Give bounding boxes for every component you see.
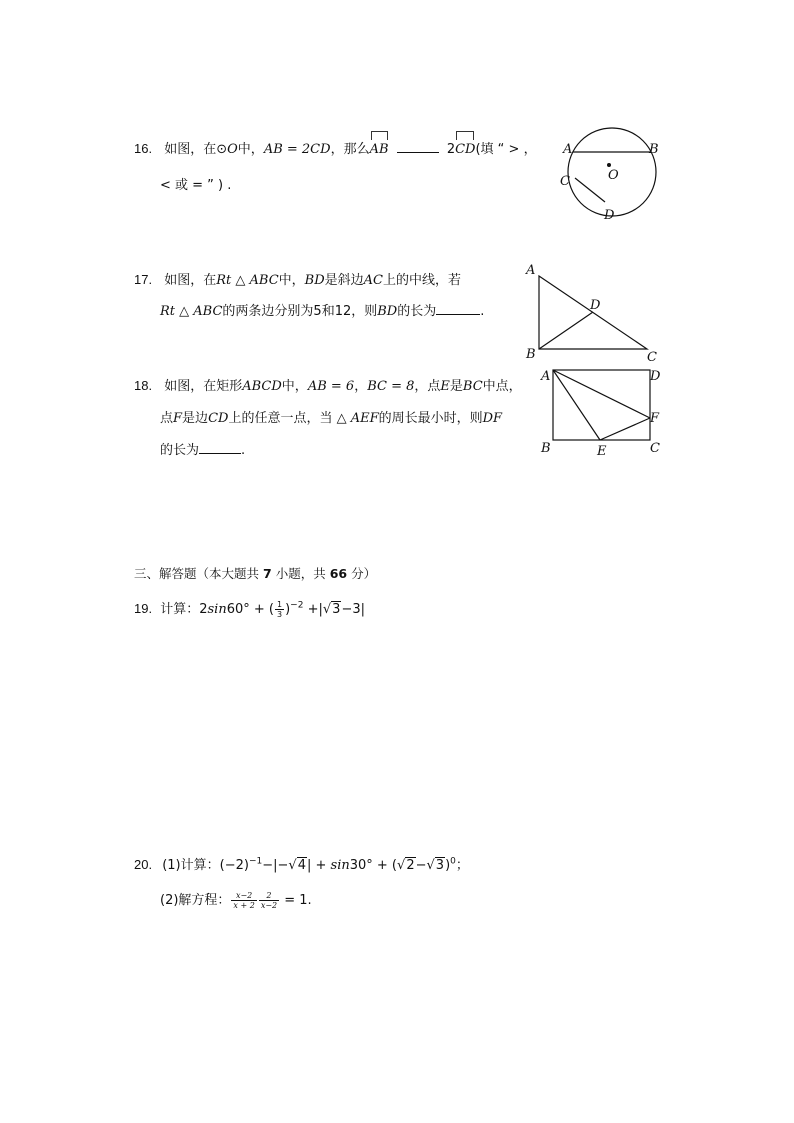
math-var: BD — [304, 273, 325, 288]
answer-blank[interactable] — [397, 140, 439, 153]
section-heading — [134, 564, 376, 582]
question-text: ，那么 — [330, 142, 370, 157]
arc-symbol — [456, 131, 474, 140]
denominator: 3 — [277, 610, 283, 619]
question-label: 计算： — [160, 602, 200, 617]
exponent: −2 — [290, 600, 304, 611]
math-expression: ) — [285, 602, 291, 617]
question-number: 19. — [134, 601, 153, 616]
question-number: 18. — [134, 378, 153, 393]
label-b: B — [526, 347, 536, 362]
math-expression: = 1. — [280, 893, 312, 908]
arc-symbol — [371, 131, 388, 140]
math-expression: | + — [306, 858, 331, 873]
label-o: O — [608, 168, 619, 183]
chord-cd — [575, 178, 605, 202]
math-expression: −3| — [341, 602, 365, 617]
question-text: (填 “ > ， — [475, 142, 537, 157]
question-text: 是斜边 — [324, 273, 364, 288]
question-18-line2 — [160, 407, 502, 426]
question-text: . — [480, 304, 485, 319]
question-20-part2 — [160, 889, 312, 910]
math-var: ABC — [249, 273, 279, 288]
label-c: C — [647, 350, 657, 364]
question-text — [164, 379, 521, 394]
question-17-line2 — [160, 300, 484, 319]
part-label: (2)解方程： — [160, 893, 231, 908]
question-number: 16. — [134, 141, 153, 156]
question-18 — [134, 375, 522, 394]
label-b: B — [541, 441, 551, 456]
arc-label: CD — [455, 142, 476, 157]
math-var: DF — [482, 411, 503, 426]
question-number: 17. — [134, 272, 153, 287]
section-title: 三、解答题（本大题共 — [134, 566, 260, 581]
math-var: Rt — [160, 304, 176, 319]
math-var: AEF — [350, 411, 379, 426]
section-title: 小题，共 — [275, 566, 326, 581]
math-number: 2 — [199, 602, 208, 617]
fraction — [259, 891, 279, 910]
exponent: 0 — [450, 856, 456, 867]
question-text: 中， — [281, 379, 308, 394]
question-text: 上的中线，若 — [383, 273, 462, 288]
math-operator: − — [415, 858, 427, 873]
rectangle-abcd — [553, 370, 650, 440]
total-score: 66 — [329, 566, 348, 581]
math-expression: ) — [445, 858, 451, 873]
center-point — [607, 163, 611, 167]
question-text: . — [241, 443, 246, 458]
question-text: ， — [354, 379, 368, 394]
question-16-line2: < 或 = ” ) . — [160, 178, 232, 193]
label-d: D — [590, 298, 601, 313]
question-text: 上的任意一点，当 △ — [228, 411, 351, 426]
math-var: AC — [363, 273, 384, 288]
circle-figure — [555, 124, 675, 224]
question-16 — [134, 138, 537, 157]
fraction — [275, 600, 284, 619]
label-a: A — [541, 369, 551, 384]
sqrt-symbol: √ — [288, 858, 297, 873]
question-19 — [134, 598, 365, 619]
question-text: 中， — [278, 273, 305, 288]
math-expression: 60° + ( — [226, 602, 274, 617]
numerator: 1 — [277, 600, 283, 609]
math-var: BD — [377, 304, 398, 319]
numerator: 2 — [259, 891, 279, 901]
question-text: △ — [175, 304, 194, 319]
denominator: x + 2 — [233, 901, 255, 910]
math-var: O — [227, 142, 238, 157]
question-text: 是边 — [182, 411, 209, 426]
math-expression: 30° + ( — [349, 858, 398, 873]
math-var: E — [440, 379, 450, 394]
question-text: 是 — [449, 379, 463, 394]
numerator: x−2 — [231, 891, 256, 901]
math-var: CD — [208, 411, 229, 426]
exponent: −1 — [248, 856, 263, 867]
question-count: 7 — [263, 566, 272, 581]
question-text: 中点， — [482, 379, 522, 394]
segment-af — [553, 370, 650, 418]
question-text: 中， — [237, 142, 264, 157]
question-text: 如图，在⊙ — [164, 142, 228, 157]
math-number: 2 — [446, 142, 456, 157]
question-text: 点 — [160, 411, 174, 426]
question-text: 的长为 — [160, 443, 200, 458]
math-var: AB = 6 — [307, 379, 355, 394]
label-e: E — [597, 444, 607, 458]
answer-blank[interactable] — [436, 302, 480, 315]
question-text: 如图，在矩形 — [164, 379, 243, 394]
radicand: 3 — [435, 858, 445, 873]
math-expression: −|− — [262, 858, 289, 873]
sqrt-symbol: √ — [397, 858, 406, 873]
denominator: x−2 — [260, 901, 278, 910]
math-expression: (−2) — [219, 858, 249, 873]
section-title: 分） — [351, 566, 377, 581]
question-text: 如图，在 — [164, 273, 217, 288]
question-number: 20. — [134, 857, 153, 872]
rectangle-figure — [535, 362, 665, 458]
part-label: (1)计算： — [162, 858, 220, 873]
math-function: sin — [330, 858, 350, 873]
sqrt-symbol: √ — [322, 602, 332, 617]
math-var: Rt — [216, 273, 232, 288]
question-20 — [134, 854, 469, 873]
question-text: 的两条边分别为5和12，则 — [222, 304, 378, 319]
radicand: 4 — [297, 858, 306, 873]
question-text: △ — [231, 273, 250, 288]
question-text: 的周长最小时，则 — [378, 411, 483, 426]
math-var: BC — [462, 379, 483, 394]
question-18-line3 — [160, 439, 245, 458]
segment-ae — [553, 370, 600, 440]
fraction — [231, 891, 256, 910]
label-b: B — [649, 142, 659, 157]
radicand: 2 — [406, 858, 415, 873]
median-bd — [539, 312, 593, 349]
math-var: ABCD — [242, 379, 282, 394]
label-a: A — [563, 142, 573, 157]
arc-ab — [370, 142, 389, 157]
arc-cd — [455, 142, 475, 157]
answer-blank[interactable] — [199, 441, 241, 454]
arc-label: AB — [369, 142, 389, 157]
math-var: F — [173, 411, 183, 426]
label-d: D — [604, 208, 615, 223]
question-17 — [134, 269, 461, 288]
math-function: sin — [207, 602, 227, 617]
label-a: A — [526, 263, 536, 278]
label-d: D — [650, 369, 661, 384]
math-expression: AB = 2CD — [263, 142, 331, 157]
question-text — [164, 273, 461, 288]
label-c: C — [560, 174, 570, 189]
math-var: ABC — [193, 304, 223, 319]
segment-ef — [600, 418, 650, 440]
sqrt-symbol: √ — [426, 858, 435, 873]
math-var: BC = 8 — [367, 379, 415, 394]
triangle-figure — [520, 262, 665, 364]
label-f: F — [650, 411, 660, 426]
question-text: 的长为 — [397, 304, 437, 319]
math-expression: +| — [303, 602, 323, 617]
question-text: ，点 — [414, 379, 441, 394]
label-c: C — [650, 441, 660, 456]
question-text — [160, 304, 436, 319]
radicand: 3 — [332, 602, 341, 617]
punctuation: ； — [455, 858, 469, 873]
